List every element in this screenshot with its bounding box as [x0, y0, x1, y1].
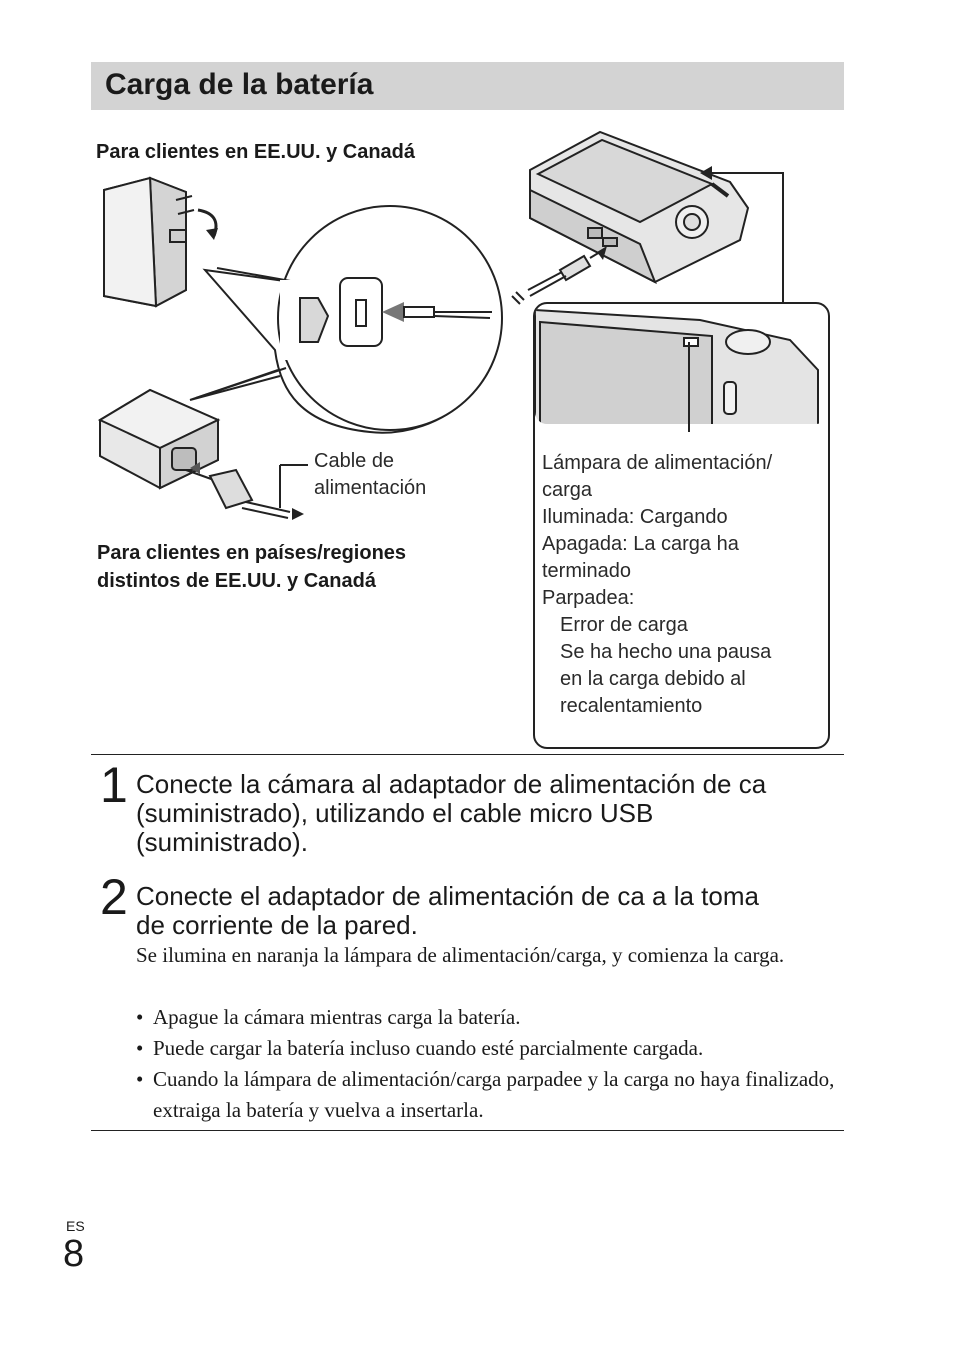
lamp-callout-line: carga: [542, 479, 593, 501]
divider-bottom: [91, 1130, 844, 1131]
us-ac-adapter-drawing: [104, 178, 194, 306]
step-2-description: Se ilumina en naranja la lámpara de alimentación/carga, y comienza la carga.: [136, 943, 785, 967]
power-cord-label: [314, 448, 426, 502]
language-code: ES: [66, 1218, 85, 1234]
step-2-line: de corriente de la pared.: [136, 910, 418, 940]
caption-us-canada: Para clientes en EE.UU. y Canadá: [96, 141, 416, 163]
step-1-number: 1: [100, 757, 128, 813]
lamp-callout-line: Apagada: La carga ha: [542, 533, 739, 555]
lamp-callout-indented-line: Se ha hecho una pausa: [560, 641, 772, 663]
lamp-callout-indented-line: recalentamiento: [560, 695, 703, 717]
step-1-line: (suministrado), utilizando el cable micro USB: [136, 798, 654, 828]
section-title: Carga de la batería: [105, 68, 374, 101]
step-2-number: 2: [100, 869, 128, 925]
lamp-callout-indented-line: en la carga debido al: [560, 668, 746, 690]
lamp-callout-text: [542, 450, 822, 720]
lamp-callout-indented-line: Error de carga: [560, 614, 688, 636]
other-region-ac-adapter-drawing: [100, 390, 308, 518]
note-item: • Puede cargar la batería incluso cuando esté parcialmente cargada.: [136, 1033, 836, 1064]
page-number: 8: [63, 1233, 85, 1275]
caption-other-regions-line: Para clientes en países/regiones: [97, 542, 407, 564]
note-item: • Cuando la lámpara de alimentación/carga parpadee y la carga no haya finalizado, extraiga la batería y vuelva a insertarla.: [136, 1064, 836, 1126]
caption-other-regions-line: distintos de EE.UU. y Canadá: [97, 570, 376, 592]
note-item: • Apague la cámara mientras carga la batería.: [136, 1002, 836, 1033]
divider-top: [91, 754, 844, 755]
power-cord-label-line: Cable de: [314, 450, 395, 472]
power-cord-label-line: alimentación: [314, 477, 427, 499]
step-2-text: [136, 882, 759, 940]
step-2-notes: [136, 1002, 836, 1126]
lamp-callout-line: Parpadea:: [542, 587, 635, 609]
step-2-line: Conecte el adaptador de alimentación de ca a la toma: [136, 881, 759, 911]
lamp-callout-line: terminado: [542, 560, 631, 582]
step-1-text: [136, 770, 766, 857]
caption-other-regions: [97, 539, 406, 595]
lamp-callout-line: Lámpara de alimentación/: [542, 452, 773, 474]
step-1-line: Conecte la cámara al adaptador de alimentación de ca: [136, 769, 767, 799]
camera-drawing: [530, 132, 748, 282]
lamp-callout-line: Iluminada: Cargando: [542, 506, 728, 528]
step-1-line: (suministrado).: [136, 827, 308, 857]
